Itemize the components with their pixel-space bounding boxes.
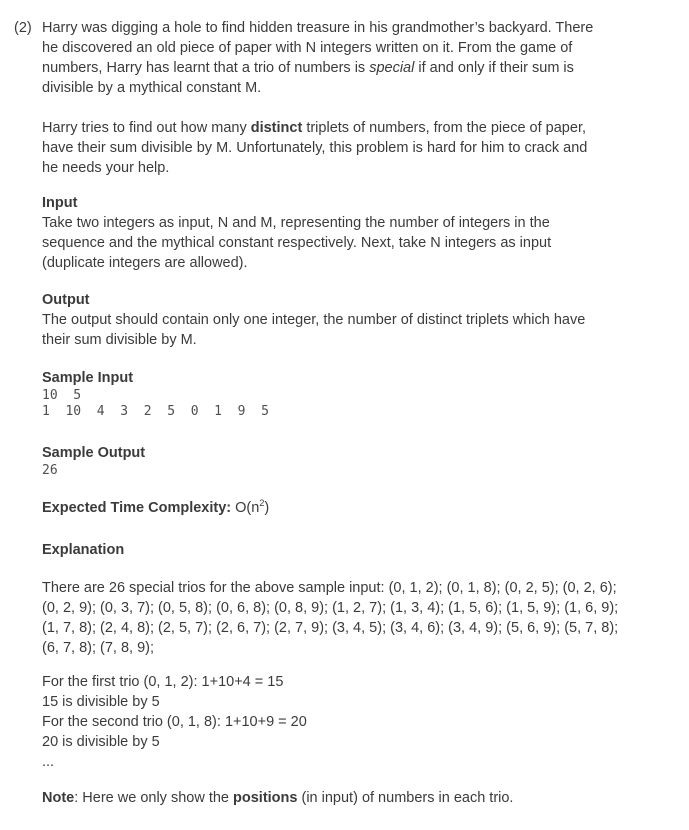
- sample-input-line-1: 10 5: [42, 388, 82, 403]
- time-complexity-value-prefix: O(n: [231, 500, 260, 516]
- sample-input-heading: Sample Input: [42, 370, 134, 386]
- sample-output-value: 26: [42, 463, 58, 478]
- trios-line-2: (0, 2, 9); (0, 3, 7); (0, 5, 8); (0, 6, 8); (0, 8, 9); (1, 2, 7); (1, 3, 4); (1, 5, 6); (1, 5, 9); (1, 6, 9);: [42, 600, 619, 616]
- time-complexity-label: Expected Time Complexity:: [42, 500, 232, 516]
- intro-line-3-before: numbers, Harry has learnt that a trio of numbers is: [42, 60, 370, 76]
- input-body-line-2: sequence and the mythical constant respectively. Next, take N integers as input: [42, 235, 552, 251]
- worked-example-line: For the second trio (0, 1, 8): 1+10+9 = 20: [42, 714, 307, 730]
- worked-example-line: 15 is divisible by 5: [42, 694, 160, 710]
- task-line-1-before: Harry tries to find out how many: [42, 120, 251, 136]
- sample-input-line-2: 1 10 4 3 2 5 0 1 9 5: [42, 404, 269, 419]
- problem-intro-paragraph: [14, 18, 663, 98]
- input-section-body: [42, 213, 663, 273]
- time-complexity-value-suffix: ): [264, 500, 270, 516]
- input-body-line-3: (duplicate integers are allowed).: [42, 255, 248, 271]
- intro-line-1: Harry was digging a hole to find hidden treasure in his grandmother’s backyard. There: [42, 20, 594, 36]
- sample-input-block: [42, 368, 663, 420]
- worked-example-line: 20 is divisible by 5: [42, 734, 160, 750]
- input-section-heading: Input: [42, 195, 78, 211]
- intro-line-2: he discovered an old piece of paper with N integers written on it. From the game of: [42, 40, 573, 56]
- note-bold-label: Note: [42, 790, 75, 806]
- worked-example-line: For the first trio (0, 1, 2): 1+10+4 = 15: [42, 674, 284, 690]
- intro-line-3: [42, 58, 663, 78]
- distinct-bold-word: distinct: [250, 120, 303, 136]
- output-section-heading: Output: [42, 292, 90, 308]
- task-line-1: [42, 118, 663, 138]
- input-body-line-1: Take two integers as input, N and M, representing the number of integers in the: [42, 215, 550, 231]
- sample-output-heading: Sample Output: [42, 445, 146, 461]
- intro-line-3-after: if and only if their sum is: [414, 60, 574, 76]
- output-body-line-1: The output should contain only one integer, the number of distinct triplets which have: [42, 312, 586, 328]
- special-italic-word: special: [369, 60, 415, 76]
- explanation-heading: Explanation: [42, 542, 125, 558]
- note-mid-text: : Here we only show the: [74, 790, 234, 806]
- worked-example-ellipsis: ...: [42, 754, 55, 770]
- sample-output-block: [42, 443, 663, 479]
- time-complexity-exponent: 2: [259, 498, 265, 509]
- output-section-body: [42, 310, 663, 350]
- task-line-3: he needs your help.: [42, 160, 170, 176]
- note-line: [42, 788, 663, 808]
- problem-number: (2): [14, 20, 32, 36]
- positions-bold-word: positions: [233, 790, 298, 806]
- trios-line-1: There are 26 special trios for the above sample input: (0, 1, 2); (0, 1, 8); (0, 2, 5); (0, 2, 6);: [42, 580, 617, 596]
- worked-examples-block: [42, 672, 663, 772]
- task-paragraph: [42, 118, 663, 178]
- trios-list-paragraph: [42, 578, 663, 658]
- intro-line-4: divisible by a mythical constant M.: [42, 80, 262, 96]
- trios-line-3: (1, 7, 8); (2, 4, 8); (2, 5, 7); (2, 6, 7); (2, 7, 9); (3, 4, 5); (3, 4, 6); (3, 4, 9); (5, 6, 9); (5, 7, 8);: [42, 620, 619, 636]
- trios-line-4: (6, 7, 8); (7, 8, 9);: [42, 640, 155, 656]
- output-body-line-2: their sum divisible by M.: [42, 332, 197, 348]
- note-after-text: (in input) of numbers in each trio.: [297, 790, 514, 806]
- task-line-2: have their sum divisible by M. Unfortunately, this problem is hard for him to crack and: [42, 140, 588, 156]
- task-line-1-after: triplets of numbers, from the piece of paper,: [302, 120, 586, 136]
- time-complexity-line: [42, 498, 663, 518]
